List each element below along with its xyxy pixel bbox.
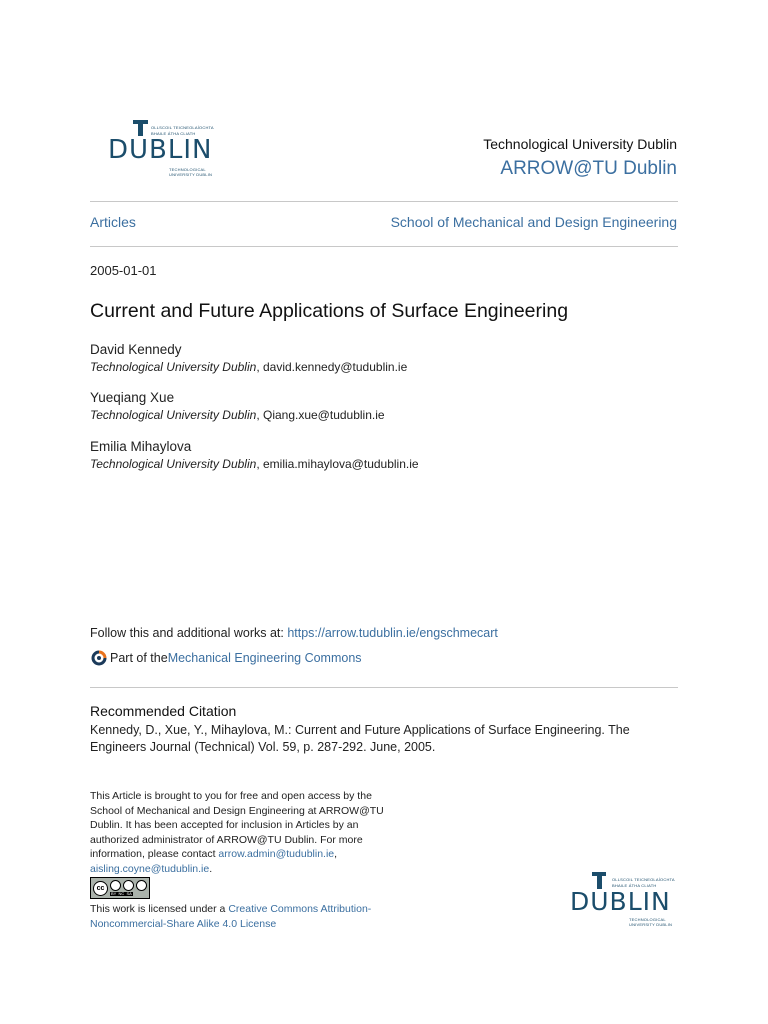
- cc-term-icons: [110, 880, 147, 891]
- affiliation-name: Technological University Dublin: [90, 457, 257, 471]
- divider-nav: [90, 246, 678, 247]
- affiliation-name: Technological University Dublin: [90, 360, 257, 374]
- author-email: , Qiang.xue@tudublin.ie: [256, 408, 385, 422]
- cc-terms: [110, 880, 147, 896]
- follow-url-link[interactable]: https://arrow.tudublin.ie/engschmecart: [287, 626, 498, 640]
- author-affiliation: [90, 457, 419, 471]
- logo-english-text-1: TECHNOLOGICAL: [169, 167, 206, 172]
- author-affiliation: [90, 360, 407, 374]
- email-link-admin[interactable]: arrow.admin@tudublin.ie: [218, 848, 335, 861]
- affiliation-name: Technological University Dublin: [90, 408, 257, 422]
- logo-t-stem: [138, 120, 143, 136]
- citation-text: Kennedy, D., Xue, Y., Mihaylova, M.: Current and Future Applications of Surface Engineering. The Engineers Journal (Technical) Vol. 59, p. 287-292. June, 2005.: [90, 723, 630, 754]
- author-name: Emilia Mihaylova: [90, 439, 192, 454]
- divider-top: [90, 201, 678, 202]
- logo-wordmark: DUBLIN: [108, 135, 213, 165]
- partof-prefix: Part of the: [110, 651, 168, 665]
- email-link-coyne[interactable]: aisling.coyne@tudublin.ie: [90, 862, 210, 875]
- access-notice: [90, 789, 390, 877]
- publication-date: 2005-01-01: [90, 263, 157, 278]
- license-line: [90, 902, 390, 931]
- part-of-line: [90, 649, 362, 667]
- commons-link[interactable]: Mechanical Engineering Commons: [167, 651, 362, 665]
- notice-sep: ,: [334, 848, 338, 861]
- divider-citation: [90, 687, 678, 688]
- logo-irish-text-2: BHAILE ÁTHA CLIATH: [151, 131, 196, 136]
- author-email: , david.kennedy@tudublin.ie: [256, 360, 408, 374]
- logo-irish-text-2: BHAILE ÁTHA CLIATH: [612, 883, 657, 888]
- cc-terms-labels: BY NC SA: [111, 891, 132, 896]
- cc-by-nc-sa-badge-icon[interactable]: [90, 877, 150, 899]
- follow-prefix: Follow this and additional works at:: [90, 626, 288, 640]
- repository-link[interactable]: ARROW@TU Dublin: [500, 158, 677, 179]
- by-icon: [110, 880, 121, 891]
- institution-name: Technological University Dublin: [483, 136, 677, 152]
- open-access-icon: [90, 649, 108, 667]
- tu-dublin-logo-top: [108, 119, 218, 181]
- author-email: , emilia.mihaylova@tudublin.ie: [256, 457, 419, 471]
- logo-english-text-1: TECHNOLOGICAL: [629, 917, 666, 922]
- citation-heading: Recommended Citation: [90, 703, 237, 719]
- author-affiliation: [90, 408, 385, 422]
- author-name: David Kennedy: [90, 342, 182, 357]
- cc-logo-icon: cc: [93, 881, 108, 896]
- author-name: Yueqiang Xue: [90, 390, 175, 405]
- license-prefix: This work is licensed under a: [90, 903, 229, 915]
- logo-english-text-2: UNIVERSITY DUBLIN: [629, 922, 673, 927]
- school-link[interactable]: School of Mechanical and Design Engineering: [390, 214, 677, 230]
- sa-icon: [136, 880, 147, 891]
- notice-text: This Article is brought to you for free and open access by the School of Mechanical and Design Engineering at ARROW@TU Dublin. It has been accepted for inclusion in Articles by an authorized administrator of ARROW@TU Dublin. For more information, please contact: [90, 790, 384, 861]
- tu-dublin-logo-bottom: [570, 872, 680, 934]
- notice-end: .: [209, 862, 213, 875]
- article-title: Current and Future Applications of Surface Engineering: [90, 300, 569, 322]
- logo-english-text-2: UNIVERSITY DUBLIN: [169, 172, 213, 177]
- logo-irish-text-1: OLLSCOIL TEICNEOLAÍOCHTA: [151, 125, 214, 130]
- follow-line: [90, 626, 498, 640]
- nc-icon: [123, 880, 134, 891]
- license-link[interactable]: Creative Commons Attribution-Noncommercial-Share Alike 4.0 License: [90, 903, 372, 930]
- logo-irish-text-1: OLLSCOIL TEICNEOLAÍOCHTA: [612, 877, 675, 882]
- logo-wordmark: DUBLIN: [570, 887, 671, 916]
- collection-link[interactable]: Articles: [90, 214, 136, 230]
